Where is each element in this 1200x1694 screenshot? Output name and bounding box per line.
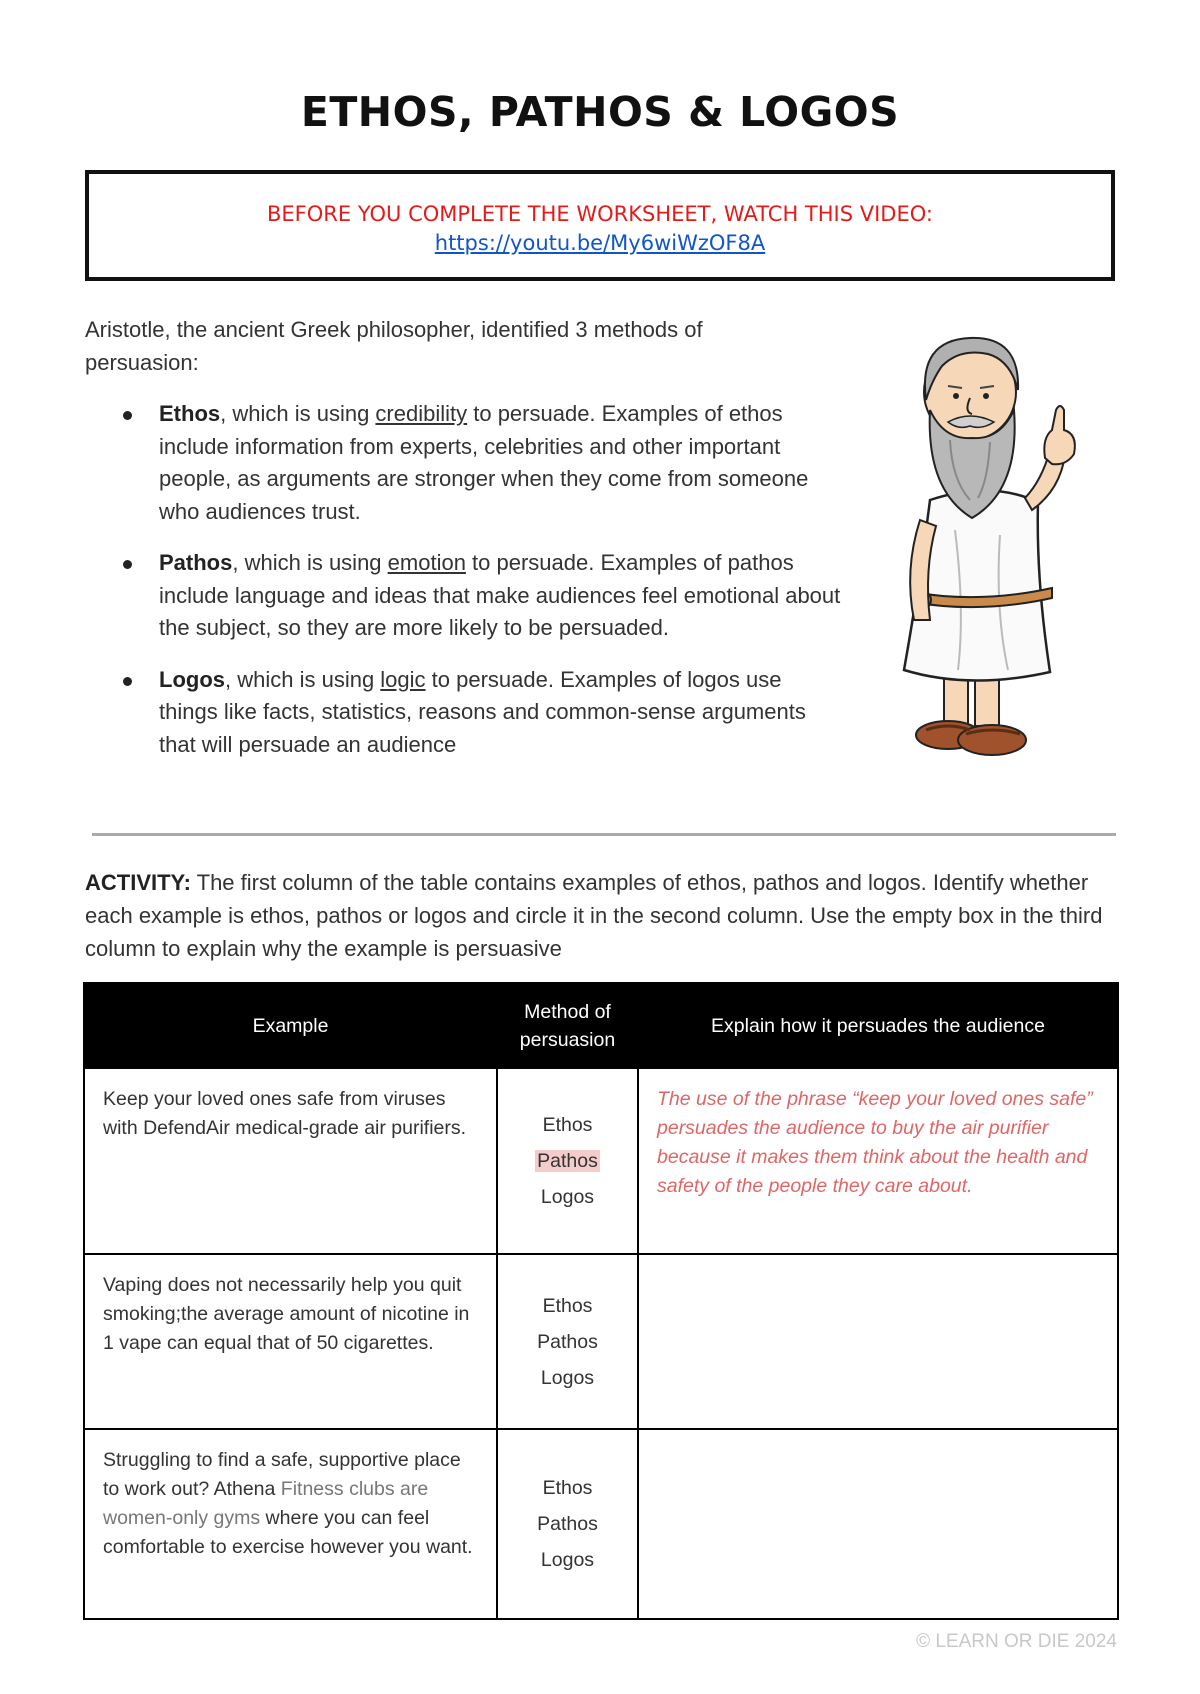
activity-label: ACTIVITY: bbox=[85, 870, 191, 895]
example-cell: Keep your loved ones safe from viruses with DefendAir medical-grade air purifiers. bbox=[84, 1068, 497, 1254]
explanation-cell[interactable] bbox=[638, 1429, 1118, 1619]
bullet-dot-icon bbox=[123, 411, 132, 420]
example-cell bbox=[84, 1429, 497, 1619]
option-logos[interactable]: Logos bbox=[540, 1186, 595, 1208]
method-text: to persuade. Examples of ethos include information from experts, celebrities and other important people, as arguments are stronger when they come from someone who audiences trust. bbox=[159, 401, 809, 524]
example-text: where you can feel comfortable to exercise however you want. bbox=[103, 1507, 473, 1558]
method-options bbox=[497, 1429, 638, 1619]
activity-instructions bbox=[85, 866, 1125, 965]
selected-highlight: Pathos bbox=[537, 1150, 598, 1172]
video-instruction-box bbox=[85, 170, 1115, 281]
bullet-dot-icon bbox=[123, 560, 132, 569]
method-keyword: emotion bbox=[387, 550, 466, 575]
method-options bbox=[497, 1068, 638, 1254]
section-divider bbox=[92, 833, 1116, 836]
method-text: , which is using bbox=[220, 401, 376, 426]
table-header-row bbox=[84, 983, 1118, 1068]
method-ethos bbox=[85, 398, 845, 528]
methods-list bbox=[85, 398, 845, 780]
video-link[interactable]: https://youtu.be/My6wiWzOF8A bbox=[434, 231, 766, 255]
option-ethos[interactable]: Ethos bbox=[542, 1114, 593, 1136]
method-pathos bbox=[85, 547, 845, 645]
option-logos[interactable]: Logos bbox=[540, 1549, 595, 1571]
explanation-cell[interactable] bbox=[638, 1254, 1118, 1429]
table-row bbox=[84, 1254, 1118, 1429]
header-explain: Explain how it persuades the audience bbox=[638, 983, 1118, 1068]
activity-text: The first column of the table contains examples of ethos, pathos and logos. Identify whether each example is ethos, pathos or logos and circle it in the second column. Use the empty box in the third column to explain why the example is persuasive bbox=[85, 870, 1103, 961]
method-text: to persuade. Examples of pathos include language and ideas that make audiences feel emotional about the subject, so they are more likely to be persuaded. bbox=[159, 550, 841, 640]
header-method: Method of persuasion bbox=[497, 983, 638, 1068]
method-options bbox=[497, 1254, 638, 1429]
option-ethos[interactable]: Ethos bbox=[542, 1477, 593, 1499]
method-keyword: credibility bbox=[375, 401, 468, 426]
worksheet-table bbox=[83, 982, 1119, 1620]
method-text: , which is using bbox=[232, 550, 388, 575]
option-pathos-selected[interactable] bbox=[499, 1143, 636, 1179]
example-text-grey: Fitness clubs are women-only gyms bbox=[103, 1478, 429, 1529]
video-instruction: BEFORE YOU COMPLETE THE WORKSHEET, WATCH THIS VIDEO: bbox=[267, 202, 933, 226]
method-term: Pathos bbox=[159, 550, 233, 575]
intro-text: Aristotle, the ancient Greek philosopher, identified 3 methods of persuasion: bbox=[85, 317, 703, 375]
explanation-cell[interactable]: The use of the phrase “keep your loved ones safe” persuades the audience to buy the air purifier because it makes them think about the health and safety of the people they care about. bbox=[638, 1068, 1118, 1254]
method-term: Ethos bbox=[159, 401, 221, 426]
method-text: , which is using bbox=[225, 666, 381, 692]
header-example: Example bbox=[84, 983, 497, 1068]
copyright-footer: © LEARN OR DIE 2024 bbox=[916, 1631, 1117, 1652]
example-cell: Vaping does not necessarily help you quit smoking;the average amount of nicotine in 1 vape can equal that of 50 cigarettes. bbox=[84, 1254, 497, 1429]
bullet-dot-icon bbox=[123, 677, 132, 686]
table-row bbox=[84, 1068, 1118, 1254]
page-title: ETHOS, PATHOS & LOGOS bbox=[300, 88, 900, 136]
method-keyword: logic bbox=[380, 666, 426, 692]
method-term: Logos bbox=[159, 666, 225, 692]
option-ethos[interactable]: Ethos bbox=[542, 1294, 593, 1317]
aristotle-illustration bbox=[860, 330, 1100, 760]
method-logos bbox=[85, 664, 845, 762]
option-pathos[interactable]: Pathos bbox=[537, 1330, 598, 1353]
option-pathos[interactable]: Pathos bbox=[537, 1513, 598, 1535]
option-logos[interactable]: Logos bbox=[540, 1366, 595, 1389]
method-text: to persuade. Examples of logos use things like facts, statistics, reasons and common-sense arguments that will persuade an audience bbox=[159, 666, 806, 757]
example-text: Struggling to find a safe, supportive place to work out? Athena bbox=[103, 1449, 461, 1500]
table-row bbox=[84, 1429, 1118, 1619]
